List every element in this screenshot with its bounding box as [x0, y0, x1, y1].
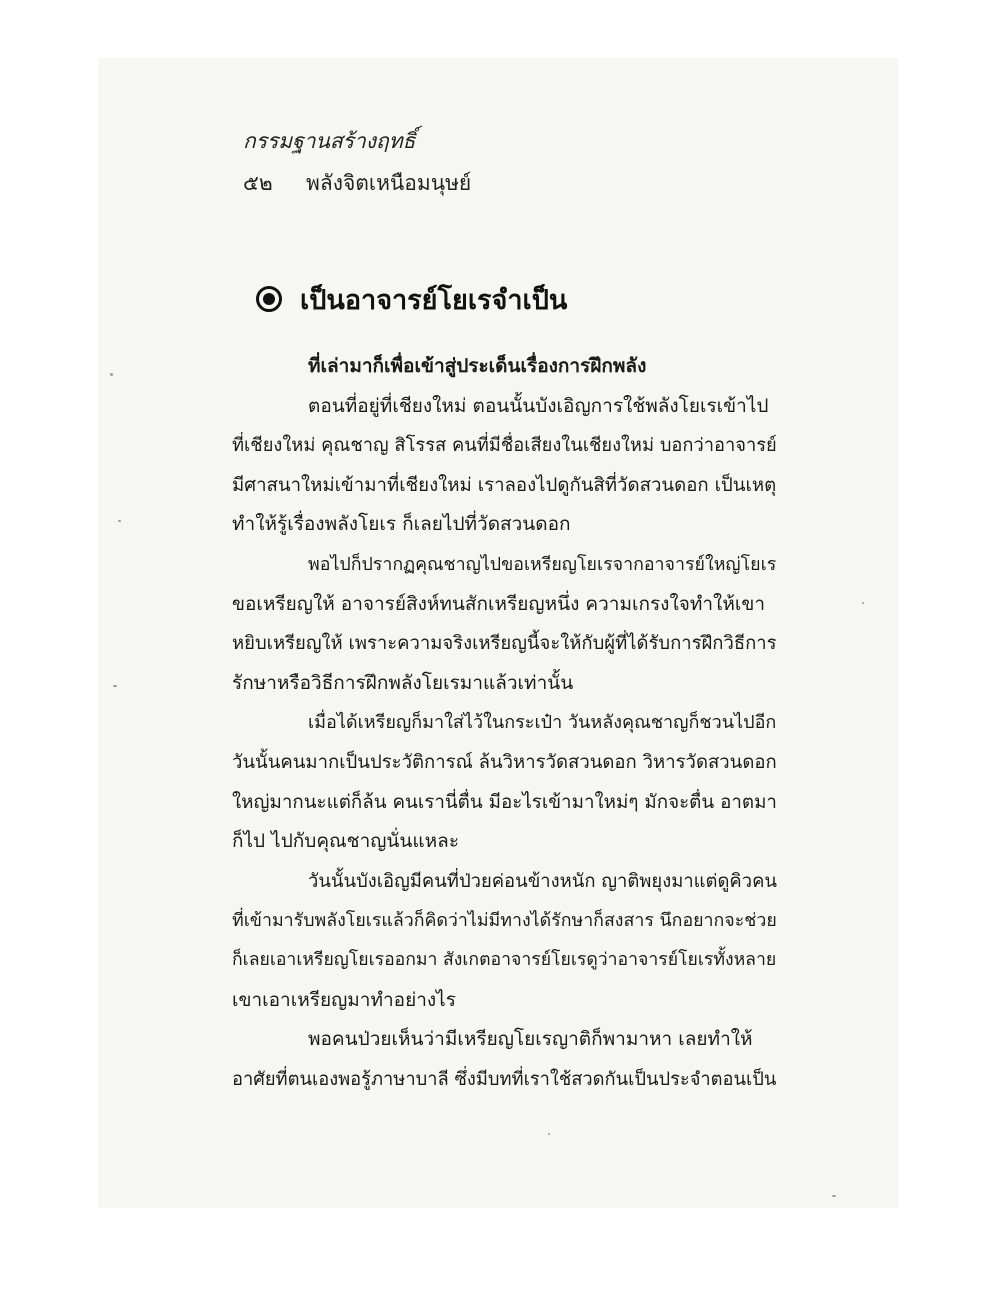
- body-line: พอคนป่วยเห็นว่ามีเหรียญโยเรญาติก็พามาหา เลยทำให้: [308, 1028, 753, 1051]
- body-line: วันนั้นบังเอิญมีคนที่ป่วยค่อนข้างหนัก ญาติพยุงมาแต่ดูคิวคน: [308, 870, 777, 892]
- page-number: ๕๒: [243, 171, 273, 195]
- scan-speck: [548, 1133, 550, 1135]
- body-line: มีศาสนาใหม่เข้ามาที่เชียงใหม่ เราลองไปดูกันสิที่วัดสวนดอก เป็นเหตุ: [232, 474, 777, 496]
- scan-speck: [118, 520, 121, 522]
- scan-speck: [832, 1195, 836, 1197]
- book-title: กรรมฐานสร้างฤทธิ์: [243, 129, 416, 153]
- body-line: ขอเหรียญให้ อาจารย์สิงห์ทนสักเหรียญหนึ่ง ความเกรงใจทำให้เขา: [232, 592, 766, 615]
- body-line: หยิบเหรียญให้ เพราะความจริงเหรียญนี้จะให้กับผู้ที่ได้รับการฝึกวิธีการ: [232, 633, 777, 655]
- body-line: ทำให้รู้เรื่องพลังโยเร ก็เลยไปที่วัดสวนดอก: [232, 513, 571, 536]
- body-line: ที่เชียงใหม่ คุณชาญ สิโรรส คนที่มีชื่อเสียงในเชียงใหม่ บอกว่าอาจารย์: [232, 435, 777, 457]
- scan-speck: [862, 602, 864, 604]
- section-heading: [256, 279, 567, 319]
- body-line: ใหญ่มากนะแต่ก็ล้น คนเรานี่ตื่น มีอะไรเข้ามาใหม่ๆ มักจะตื่น อาตมา: [232, 791, 777, 813]
- section-heading-text: เป็นอาจารย์โยเรจำเป็น: [300, 284, 568, 316]
- body-line: เมื่อได้เหรียญก็มาใส่ไว้ในกระเป๋า วันหลังคุณชาญก็ชวนไปอีก: [308, 712, 777, 734]
- body-line: ก็ไป ไปกับคุณชาญนั่นแหละ: [232, 830, 460, 853]
- body-line: เขาเอาเหรียญมาทำอย่างไร: [232, 988, 456, 1011]
- body-line: วันนั้นคนมากเป็นประวัติการณ์ ล้นวิหารวัดสวนดอก วิหารวัดสวนดอก: [232, 751, 777, 773]
- body-text: [232, 347, 777, 1099]
- circle-bullet-icon: [256, 286, 282, 312]
- body-line: อาศัยที่ตนเองพอรู้ภาษาบาลี ซึ่งมีบทที่เราใช้สวดกันเป็นประจำตอนเป็น: [232, 1068, 777, 1090]
- body-line: ก็เลยเอาเหรียญโยเรออกมา สังเกตอาจารย์โยเรดูว่าอาจารย์โยเรทั้งหลาย: [232, 949, 777, 970]
- scan-speck: [113, 685, 117, 687]
- body-line: ที่เข้ามารับพลังโยเรแล้วก็คิดว่าไม่มีทางได้รักษาก็สงสาร นึกอยากจะช่วย: [232, 910, 777, 932]
- chapter-title: พลังจิตเหนือมนุษย์: [306, 171, 472, 195]
- body-line: รักษาหรือวิธีการฝึกพลังโยเรมาแล้วเท่านั้น: [232, 671, 574, 694]
- lead-sentence: ที่เล่ามาก็เพื่อเข้าสู่ประเด็นเรื่องการฝึกพลัง: [308, 355, 647, 377]
- body-line: [232, 347, 777, 387]
- scan-speck: [110, 373, 113, 376]
- body-line: ตอนที่อยู่ที่เชียงใหม่ ตอนนั้นบังเอิญการใช้พลังโยเรเข้าไป: [308, 394, 769, 417]
- body-line: พอไปก็ปรากฏคุณชาญไปขอเหรียญโยเรจากอาจารย์ใหญ่โยเร: [308, 553, 777, 575]
